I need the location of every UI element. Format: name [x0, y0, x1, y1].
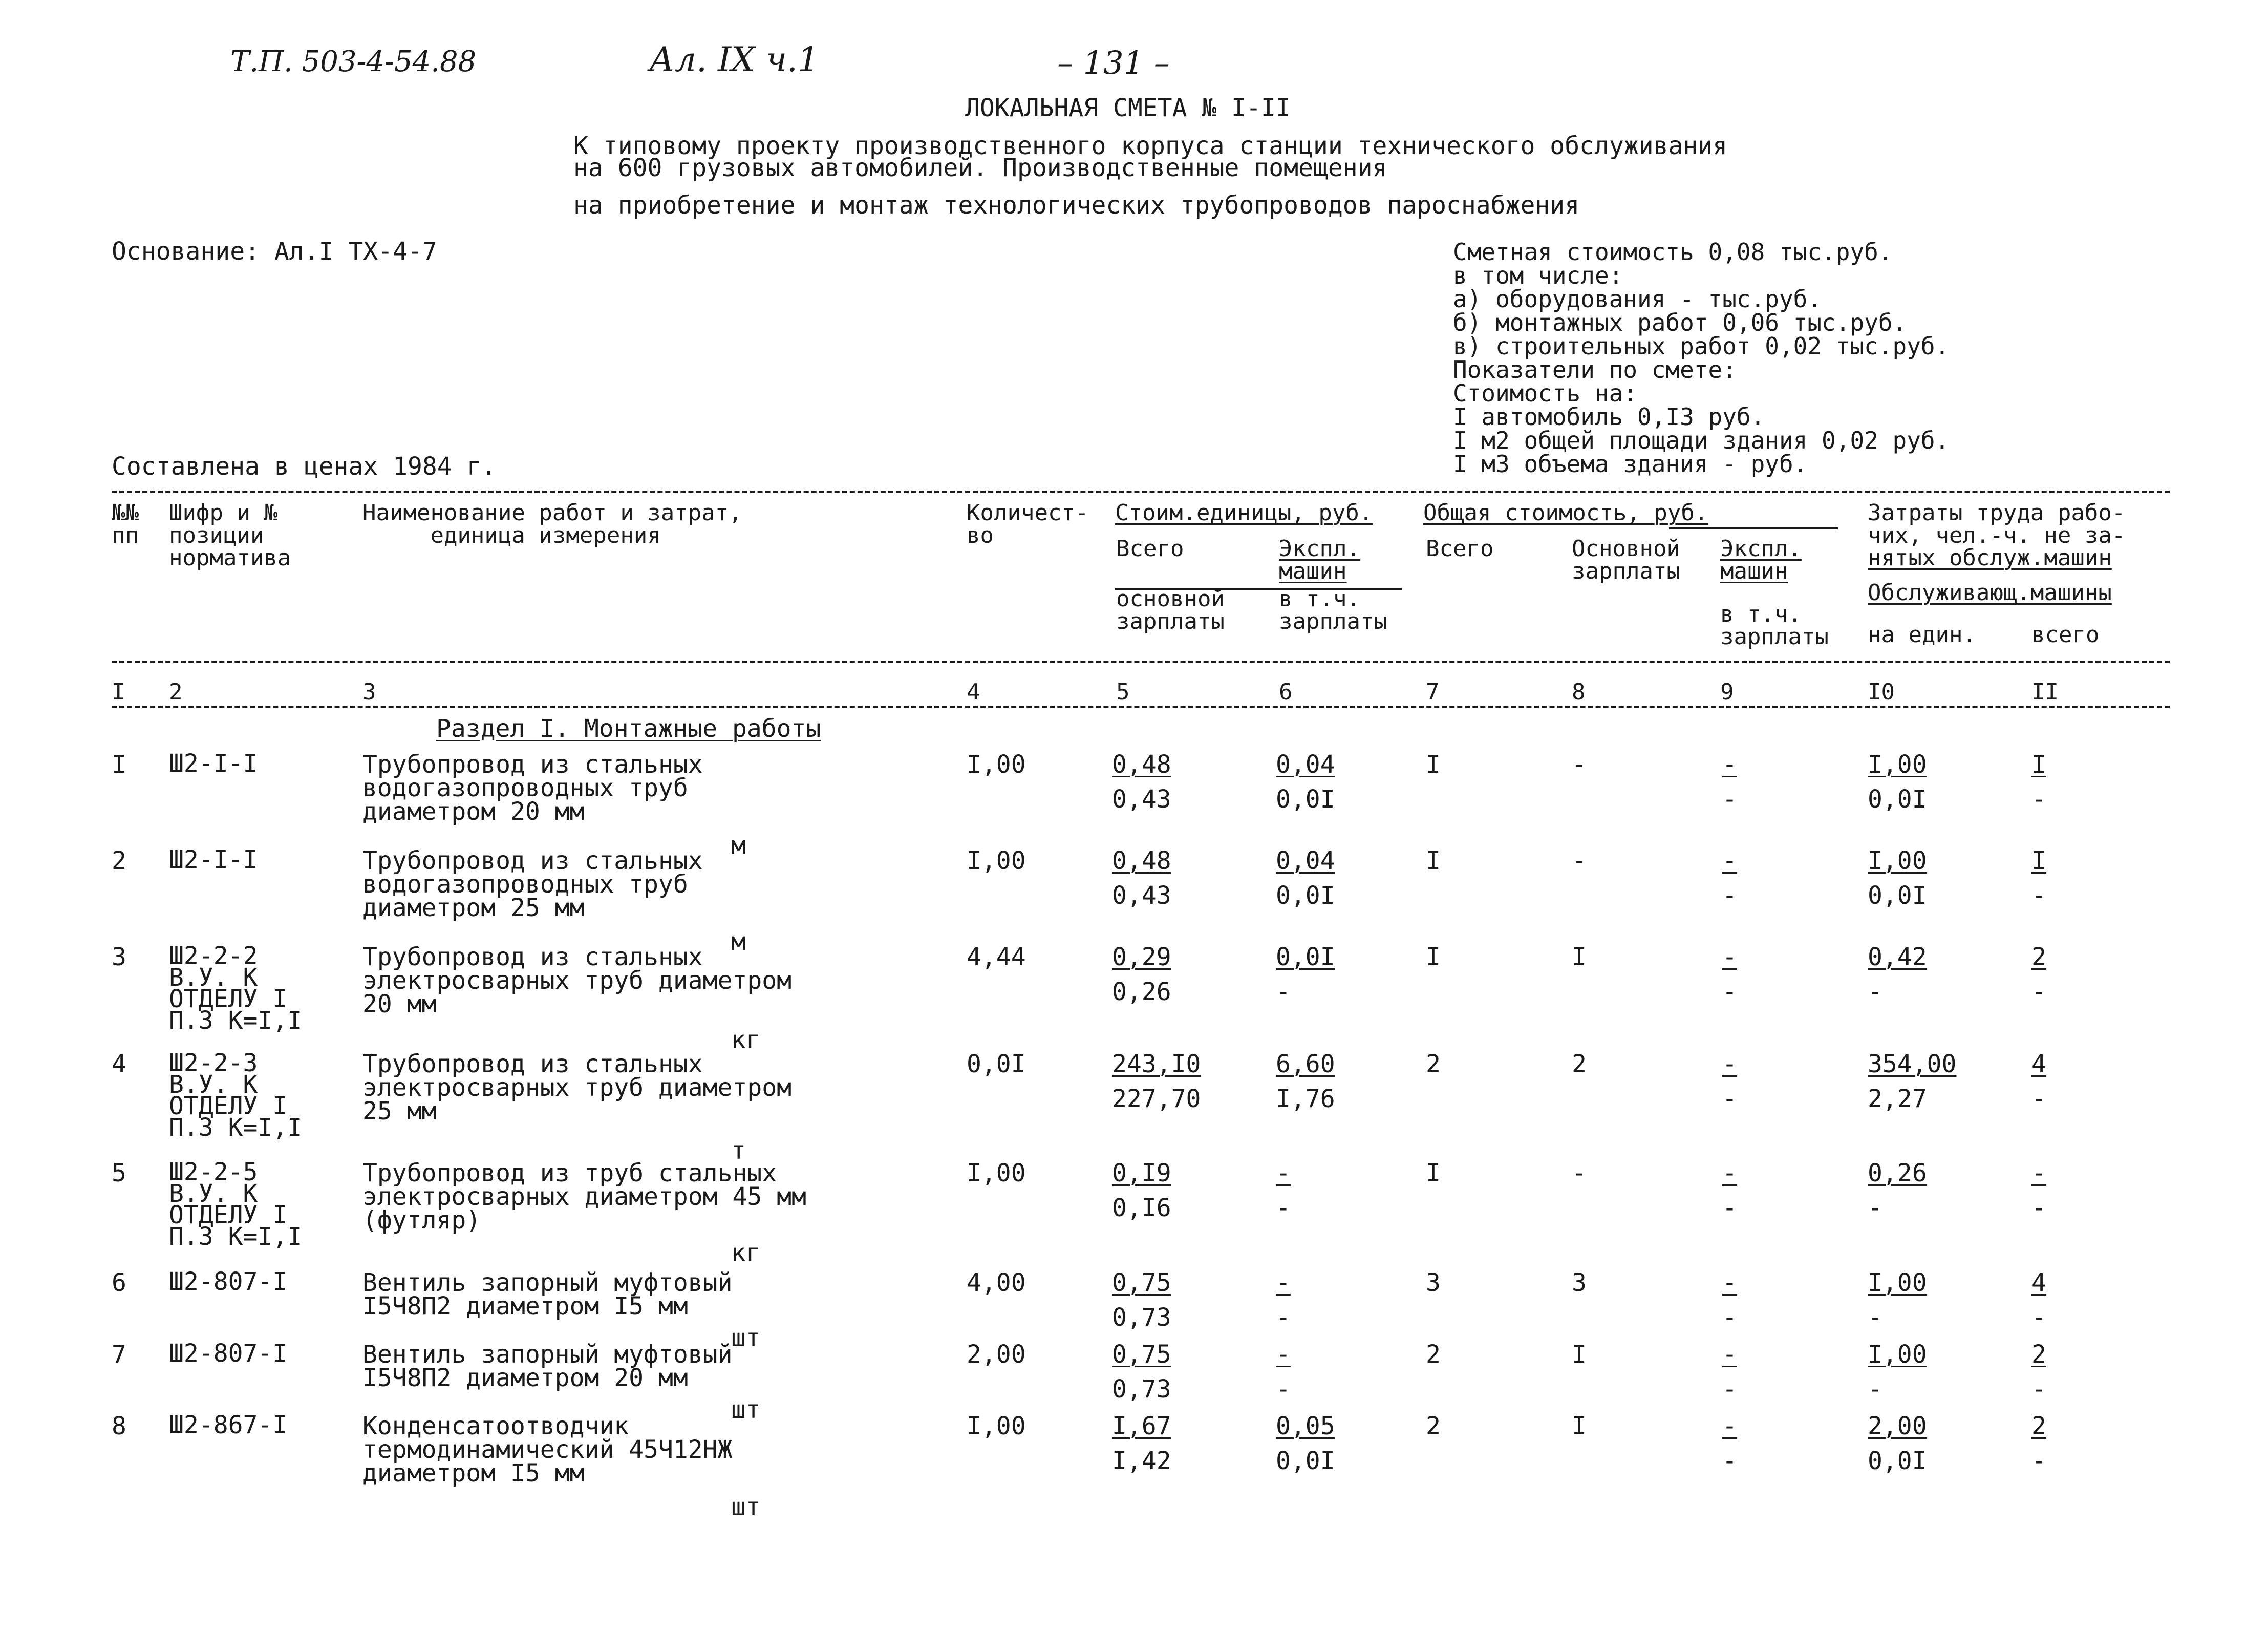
unit-cost-total: 243,I0 [1112, 1050, 1201, 1078]
row-number: 8 [112, 1412, 126, 1440]
title-line-3: на приобретение и монтаж технологических трубопроводов пароснабжения [573, 191, 1580, 220]
col-number: II [2031, 679, 2059, 705]
labor-total: I [2031, 750, 2046, 779]
labor-total: 4 [2031, 1268, 2046, 1297]
col-number: 4 [967, 679, 980, 705]
labor-total: 4 [2031, 1050, 2046, 1078]
unit-cost-total: 0,75 [1112, 1340, 1171, 1369]
total-wages: 3 [1572, 1268, 1587, 1297]
labor-total: I [2031, 846, 2046, 875]
header-col-9-machines: Экспл. машин [1720, 536, 1802, 584]
summary-per-m2: I м2 общей площади здания 0,02 руб. [1453, 427, 1950, 454]
unit-cost-machine-wages: - [1276, 1375, 1291, 1404]
total-wages: - [1572, 846, 1587, 875]
service-per-unit: - [1868, 978, 1882, 1006]
total-cost: 2 [1426, 1412, 1441, 1440]
total-wages: I [1572, 1412, 1587, 1440]
labor-per-unit: I,00 [1868, 750, 1927, 779]
work-name: Конденсатоотводчик термодинамический 45Ч12НЖ диаметром I5 мм [362, 1412, 733, 1488]
column-number-rule [112, 706, 2170, 708]
labor-per-unit: 354,00 [1868, 1050, 1957, 1078]
quantity: I,00 [967, 1159, 1026, 1187]
row-number: 7 [112, 1340, 126, 1369]
total-machine-wages: - [1722, 1194, 1737, 1222]
unit-cost-machines: 0,05 [1276, 1412, 1335, 1440]
unit-of-measure: шт [731, 1493, 761, 1521]
total-wages: 2 [1572, 1050, 1587, 1078]
summary-indicators: Показатели по смете: [1453, 356, 1737, 384]
norm-code: Ш2-I-I [169, 749, 258, 778]
header-col-3: Наименование работ и затрат, единица измерения [362, 500, 742, 548]
unit-cost-machine-wages: 0,0I [1276, 785, 1335, 814]
header-col-2: Шифр и № позиции норматива [169, 500, 291, 571]
service-per-unit: 0,0I [1868, 785, 1927, 814]
total-machine-wages: - [1722, 1447, 1737, 1475]
total-cost: 2 [1426, 1340, 1441, 1369]
header-unit-cost: Стоим.единицы, руб. [1115, 500, 1373, 526]
unit-cost-wages: I,42 [1112, 1447, 1171, 1475]
unit-cost-machines: 0,0I [1276, 943, 1335, 971]
price-basis: Составлена в ценах 1984 г. [112, 452, 497, 481]
unit-cost-total: 0,48 [1112, 846, 1171, 875]
unit-of-measure: кг [731, 1239, 761, 1267]
quantity: 2,00 [967, 1340, 1026, 1369]
row-number: 3 [112, 943, 126, 971]
unit-cost-machine-wages: 0,0I [1276, 1447, 1335, 1475]
summary-equipment: а) оборудования - тыс.руб. [1453, 285, 1822, 313]
total-wages: - [1572, 1159, 1587, 1187]
row-number: 4 [112, 1050, 126, 1078]
unit-cost-total: I,67 [1112, 1412, 1171, 1440]
labor-total: - [2031, 1159, 2046, 1187]
service-total: - [2031, 1375, 2046, 1404]
quantity: I,00 [967, 750, 1026, 779]
service-per-unit: 2,27 [1868, 1085, 1927, 1113]
header-col-5-total: Всего [1116, 536, 1184, 562]
unit-of-measure: м [731, 927, 746, 956]
work-name: Вентиль запорный муфтовый I5Ч8П2 диаметром I5 мм [362, 1268, 733, 1321]
header-service-machines: Обслуживающ.машины [1868, 580, 2112, 606]
header-bottom-rule [112, 661, 2170, 663]
header-col-10: на един. [1868, 622, 1976, 648]
col-number: I0 [1868, 679, 1895, 705]
service-per-unit: - [1868, 1194, 1882, 1222]
header-labor-unoccupied: нятых обслуж.машин [1868, 545, 2112, 571]
col-number: 9 [1720, 679, 1734, 705]
unit-cost-wages: 227,70 [1112, 1085, 1201, 1113]
unit-cost-machines: - [1276, 1159, 1291, 1187]
total-machine-wages: - [1722, 881, 1737, 910]
unit-cost-machine-wages: - [1276, 978, 1291, 1006]
service-per-unit: - [1868, 1303, 1882, 1332]
summary-including: в том числе: [1453, 262, 1623, 289]
header-col-6-machines: Экспл. машин [1279, 536, 1360, 584]
unit-of-measure: м [731, 831, 746, 860]
unit-cost-wages: 0,43 [1112, 785, 1171, 814]
header-col-11: всего [2031, 622, 2100, 648]
title-line-2: на 600 грузовых автомобилей. Производственные помещения [573, 154, 1387, 182]
header-col-9-wages: в т.ч. зарплаты [1720, 601, 1829, 650]
quantity: I,00 [967, 846, 1026, 875]
total-machines: - [1722, 943, 1737, 971]
table-top-rule [112, 491, 2170, 493]
total-machine-wages: - [1722, 1085, 1737, 1113]
labor-total: 2 [2031, 1412, 2046, 1440]
labor-per-unit: I,00 [1868, 1340, 1927, 1369]
row-number: 5 [112, 1159, 126, 1187]
unit-cost-total: 0,48 [1112, 750, 1171, 779]
service-total: - [2031, 978, 2046, 1006]
labor-per-unit: I,00 [1868, 1268, 1927, 1297]
unit-cost-wages: 0,26 [1112, 978, 1171, 1006]
row-number: 2 [112, 846, 126, 875]
unit-cost-machine-wages: - [1276, 1194, 1291, 1222]
labor-per-unit: 0,42 [1868, 943, 1927, 971]
service-total: - [2031, 881, 2046, 910]
service-total: - [2031, 1194, 2046, 1222]
norm-code: Ш2-807-I [169, 1267, 288, 1296]
estimate-title: ЛОКАЛЬНАЯ СМЕТА № I-II [965, 94, 1291, 122]
service-total: - [2031, 785, 2046, 814]
total-machine-wages: - [1722, 785, 1737, 814]
work-name: Трубопровод из стальных водогазопроводных труб диаметром 20 мм [362, 750, 703, 826]
total-machines: - [1722, 1159, 1737, 1187]
total-machines: - [1722, 846, 1737, 875]
unit-cost-machine-wages: I,76 [1276, 1085, 1335, 1113]
header-col-1: №№ пп [112, 500, 139, 548]
work-name: Вентиль запорный муфтовый I5Ч8П2 диаметром 20 мм [362, 1340, 733, 1392]
unit-cost-wages: 0,43 [1112, 881, 1171, 910]
col-number: 5 [1116, 679, 1130, 705]
total-machine-wages: - [1722, 978, 1737, 1006]
unit-cost-total: 0,29 [1112, 943, 1171, 971]
total-machines: - [1722, 750, 1737, 779]
total-cost: 2 [1426, 1050, 1441, 1078]
header-col-5-wages: основной зарплаты [1116, 586, 1225, 634]
quantity: 0,0I [967, 1050, 1026, 1078]
norm-code: Ш2-2-5 В.У. К ОТДЕЛУ I П.3 К=I,I [169, 1158, 303, 1251]
summary-cost: Сметная стоимость 0,08 тыс.руб. [1453, 238, 1893, 266]
norm-code: Ш2-2-2 В.У. К ОТДЕЛУ I П.3 К=I,I [169, 942, 303, 1035]
service-per-unit: 0,0I [1868, 881, 1927, 910]
unit-of-measure: шт [731, 1324, 761, 1352]
header-col-7-total: Всего [1426, 536, 1494, 562]
unit-cost-total: 0,I9 [1112, 1159, 1171, 1187]
total-cost: 3 [1426, 1268, 1441, 1297]
unit-cost-total: 0,75 [1112, 1268, 1171, 1297]
unit-cost-machine-wages: 0,0I [1276, 881, 1335, 910]
quantity: 4,44 [967, 943, 1026, 971]
unit-cost-machines: 6,60 [1276, 1050, 1335, 1078]
work-name: Трубопровод из стальных электросварных труб диаметром 25 мм [362, 1050, 792, 1126]
section-heading: Раздел I. Монтажные работы [436, 714, 821, 743]
header-labor: Затраты труда рабо- чих, чел.-ч. не за- [1868, 500, 2126, 548]
unit-of-measure: кг [731, 1026, 761, 1054]
work-name: Трубопровод из стальных электросварных труб диаметром 20 мм [362, 943, 792, 1019]
unit-cost-wages: 0,I6 [1112, 1194, 1171, 1222]
service-per-unit: - [1868, 1375, 1882, 1404]
summary-installation: б) монтажных работ 0,06 тыс.руб. [1453, 309, 1907, 336]
labor-per-unit: 2,00 [1868, 1412, 1927, 1440]
total-cost: I [1426, 1159, 1441, 1187]
project-code: Т.П. 503-4-54.88 [230, 45, 477, 78]
row-number: I [112, 750, 126, 779]
col-number: 2 [169, 679, 183, 705]
total-machine-wages: - [1722, 1303, 1737, 1332]
unit-cost-machines: - [1276, 1268, 1291, 1297]
total-machines: - [1722, 1412, 1737, 1440]
service-total: - [2031, 1303, 2046, 1332]
labor-total: 2 [2031, 943, 2046, 971]
work-name: Трубопровод из стальных водогазопроводных труб диаметром 25 мм [362, 846, 703, 922]
quantity: 4,00 [967, 1268, 1026, 1297]
unit-cost-machine-wages: - [1276, 1303, 1291, 1332]
labor-per-unit: I,00 [1868, 846, 1927, 875]
title-line-1: К типовому проекту производственного корпуса станции технического обслуживания [573, 132, 1728, 160]
total-cost: I [1426, 943, 1441, 971]
quantity: I,00 [967, 1412, 1026, 1440]
total-wages: - [1572, 750, 1587, 779]
work-name: Трубопровод из труб стальных электросварных диаметром 45 мм (футляр) [362, 1159, 806, 1235]
summary-per-car: I автомобиль 0,I3 руб. [1453, 403, 1765, 431]
header-col-4: Количест- во [967, 500, 1089, 548]
unit-cost-wages: 0,73 [1112, 1303, 1171, 1332]
unit-cost-machines: 0,04 [1276, 750, 1335, 779]
col-number: 7 [1426, 679, 1440, 705]
total-cost: I [1426, 750, 1441, 779]
unit-cost-machines: - [1276, 1340, 1291, 1369]
total-machines: - [1722, 1050, 1737, 1078]
col-number: 8 [1572, 679, 1586, 705]
unit-of-measure: т [731, 1136, 746, 1165]
norm-code: Ш2-I-I [169, 845, 258, 874]
labor-total: 2 [2031, 1340, 2046, 1369]
total-wages: I [1572, 943, 1587, 971]
total-machines: - [1722, 1340, 1737, 1369]
total-machine-wages: - [1722, 1375, 1737, 1404]
total-wages: I [1572, 1340, 1587, 1369]
album-number: Ал. IX ч.1 [649, 40, 820, 79]
summary-cost-for: Стоимость на: [1453, 379, 1638, 407]
service-total: - [2031, 1447, 2046, 1475]
unit-of-measure: шт [731, 1395, 761, 1424]
col-number: 3 [362, 679, 376, 705]
col-number: 6 [1279, 679, 1293, 705]
header-total-cost: Общая стоимость, руб. [1423, 500, 1708, 526]
header-col-6-wages: в т.ч. зарплаты [1279, 586, 1387, 634]
norm-code: Ш2-2-3 В.У. К ОТДЕЛУ I П.3 К=I,I [169, 1049, 303, 1142]
header-col-8-wages: Основной зарплаты [1572, 536, 1680, 584]
service-per-unit: 0,0I [1868, 1447, 1927, 1475]
basis: Основание: Ал.I ТХ-4-7 [112, 237, 437, 266]
norm-code: Ш2-867-I [169, 1411, 288, 1439]
norm-code: Ш2-807-I [169, 1339, 288, 1368]
service-total: - [2031, 1085, 2046, 1113]
unit-cost-wages: 0,73 [1112, 1375, 1171, 1404]
summary-per-m3: I м3 объема здания - руб. [1453, 450, 1808, 478]
total-machines: - [1722, 1268, 1737, 1297]
unit-cost-machines: 0,04 [1276, 846, 1335, 875]
total-cost: I [1426, 846, 1441, 875]
row-number: 6 [112, 1268, 126, 1297]
page-number: – 131 – [1057, 44, 1170, 81]
total-cost-underline [1669, 527, 1838, 529]
summary-construction: в) строительных работ 0,02 тыс.руб. [1453, 332, 1950, 360]
col-number: I [112, 679, 125, 705]
labor-per-unit: 0,26 [1868, 1159, 1927, 1187]
